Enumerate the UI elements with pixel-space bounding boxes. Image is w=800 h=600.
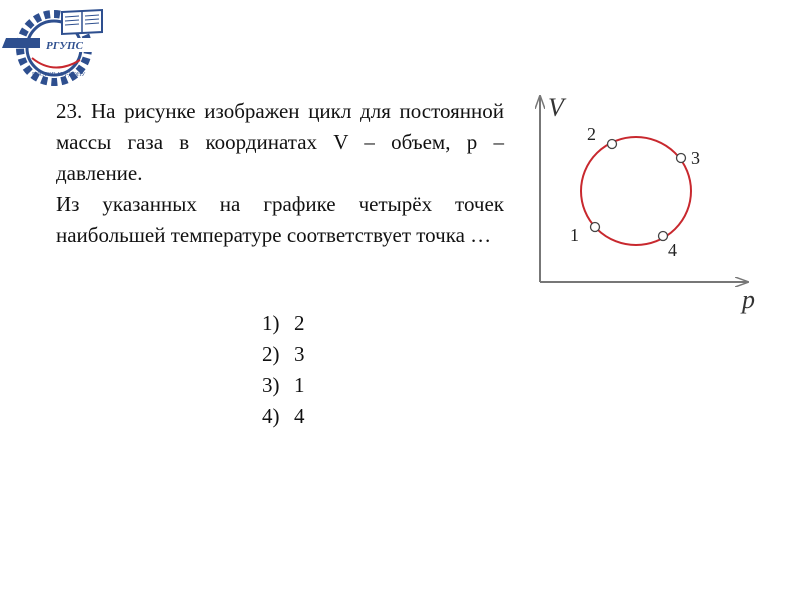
question-body: На рисунке изображен цикл для постоянной массы газа в координатах V – объем, p – давление. <box>56 99 505 185</box>
point-3 <box>677 148 701 168</box>
point-3-marker <box>677 154 686 163</box>
answer-option[interactable]: 1) 2 <box>262 311 305 335</box>
point-4-label: 4 <box>668 240 677 260</box>
point-4 <box>659 232 678 261</box>
point-2 <box>587 124 617 149</box>
answer-option[interactable]: 4) 4 <box>262 404 305 428</box>
question-number: 23. <box>56 99 83 123</box>
point-4-marker <box>659 232 668 241</box>
logo-subtitle: РОСТОВ-НА-ДОНУ <box>32 72 86 78</box>
x-axis-label: p <box>742 285 755 314</box>
y-axis-label: V <box>548 93 564 122</box>
answer-list <box>262 308 305 432</box>
answer-option[interactable]: 3) 1 <box>262 373 305 397</box>
point-1-label: 1 <box>570 225 579 245</box>
question-paragraph-2: Из указанных на графике четырёх точек наибольшей температуре соответствует точка … <box>56 192 504 247</box>
university-logo <box>2 2 112 86</box>
point-3-label: 3 <box>691 148 700 168</box>
point-1-marker <box>591 223 600 232</box>
pv-diagram <box>530 86 770 316</box>
answer-option[interactable]: 2) 3 <box>262 342 305 366</box>
question-paragraph-1 <box>56 96 504 189</box>
point-2-label: 2 <box>587 124 596 144</box>
point-2-marker <box>608 140 617 149</box>
logo-text: РГУПС <box>46 40 83 52</box>
question-text <box>56 96 504 251</box>
point-1 <box>570 223 600 246</box>
